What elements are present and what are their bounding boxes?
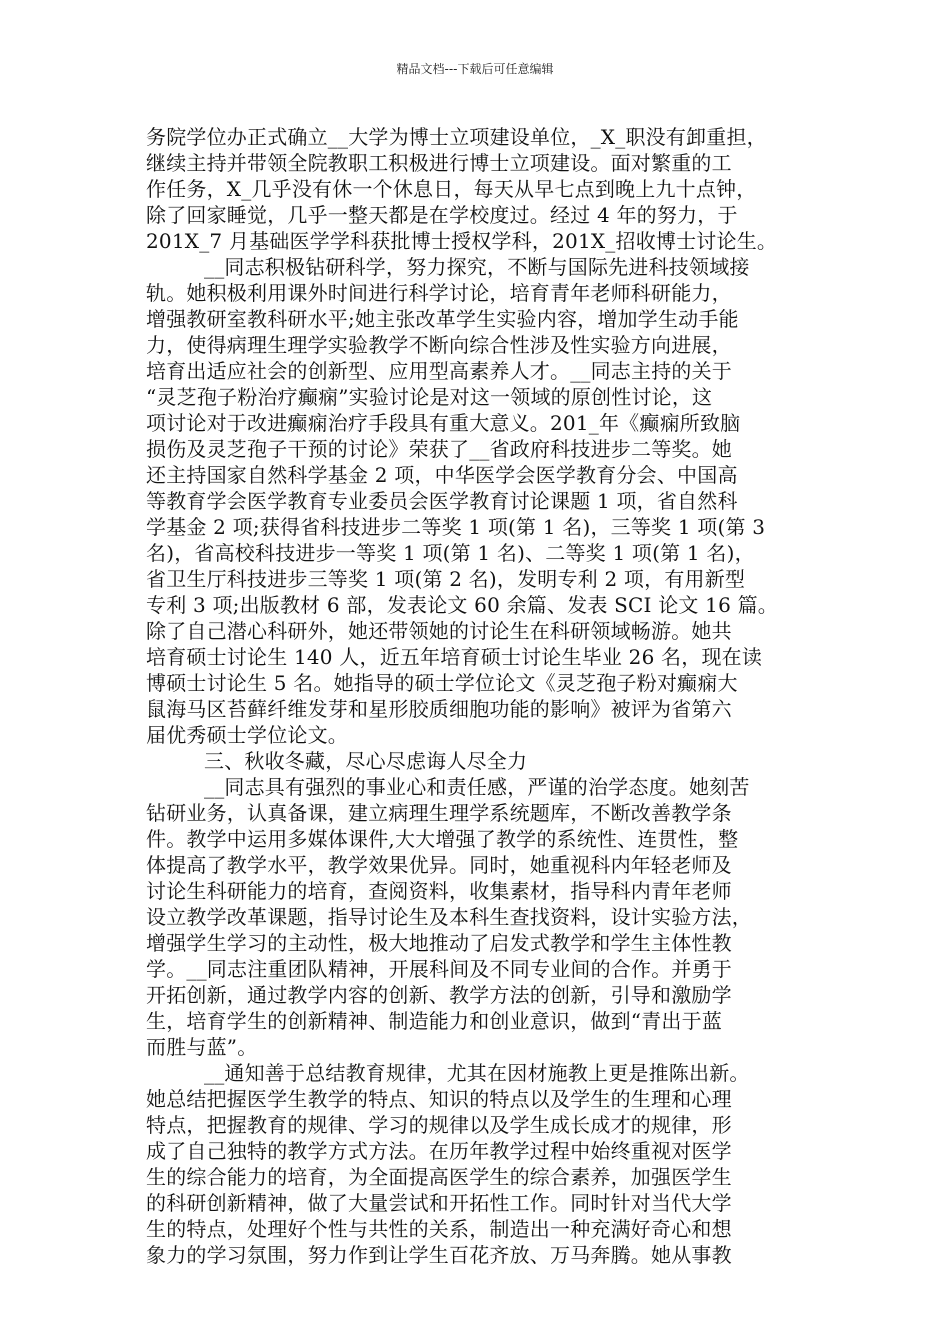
text-line: 增强教研室教科研水平;她主张改革学生实验内容，增加学生动手能 — [146, 307, 739, 331]
page-header: 精品文档---下载后可任意编辑 — [396, 62, 554, 76]
text-line: 鼠海马区苔藓纤维发芽和星形胶质细胞功能的影响》被评为省第六 — [146, 697, 732, 721]
text-line: 除了自己潜心科研外，她还带领她的讨论生在科研领域畅游。她共 — [146, 619, 732, 643]
text-line: 开拓创新，通过教学内容的创新、教学方法的创新，引导和激励学 — [146, 983, 732, 1007]
text-line: 等教育学会医学教育专业委员会医学教育讨论课题 1 项，省自然科 — [146, 489, 738, 513]
text-line: 钻研业务，认真备课，建立病理生理学系统题库，不断改善教学条 — [146, 801, 732, 825]
text-line: 的科研创新精神，做了大量尝试和开拓性工作。同时针对当代大学 — [146, 1191, 732, 1215]
text-line: 省卫生厅科技进步三等奖 1 项(第 2 名)，发明专利 2 项，有用新型 — [146, 567, 746, 591]
text-line: 名)，省高校科技进步一等奖 1 项(第 1 名)、二等奖 1 项(第 1 名)， — [146, 541, 755, 565]
text-line: 学基金 2 项;获得省科技进步二等奖 1 项(第 1 名)，三等奖 1 项(第 3 — [146, 515, 766, 539]
text-line: 三、秋收冬藏，尽心尽虑诲人尽全力 — [204, 749, 528, 773]
text-line: 生的综合能力的培育，为全面提高医学生的综合素养，加强医学生 — [146, 1165, 732, 1189]
text-line: 还主持国家自然科学基金 2 项，中华医学会医学教育分会、中国高 — [146, 463, 738, 487]
text-line: 项讨论对于改进癫痫治疗手段具有重大意义。201_年《癫痫所致脑 — [146, 411, 741, 435]
text-line: 轨。她积极利用课外时间进行科学讨论，培育青年老师科研能力， — [146, 281, 732, 305]
text-line: 力，使得病理生理学实验教学不断向综合性涉及性实验方向进展， — [146, 333, 732, 357]
text-line: 届优秀硕士学位论文。 — [146, 723, 348, 747]
text-line: 而胜与蓝”。 — [146, 1035, 258, 1059]
text-line: 生，培育学生的创新精神、制造能力和创业意识，做到“青出于蓝 — [146, 1009, 723, 1033]
text-line: 继续主持并带领全院教职工积极进行博士立项建设。面对繁重的工 — [146, 151, 732, 175]
text-line: 件。教学中运用多媒体课件,大大增强了教学的系统性、连贯性，整 — [146, 827, 739, 851]
text-line: 成了自己独特的教学方式方法。在历年教学过程中始终重视对医学 — [146, 1139, 732, 1163]
text-line: 设立教学改革课题，指导讨论生及本科生查找资料，设计实验方法， — [146, 905, 752, 929]
text-line: 讨论生科研能力的培育，查阅资料，收集素材，指导科内青年老师 — [146, 879, 732, 903]
text-line: 学。__同志注重团队精神，开展科间及不同专业间的合作。并勇于 — [146, 957, 732, 981]
document-body — [146, 124, 806, 1268]
text-line: 特点，把握教育的规律、学习的规律以及学生成长成才的规律，形 — [146, 1113, 732, 1137]
text-line: __同志具有强烈的事业心和责任感，严谨的治学态度。她刻苦 — [204, 775, 750, 799]
text-line: 务院学位办正式确立__大学为博士立项建设单位，_X_职没有卸重担， — [146, 125, 767, 149]
text-line: 作任务，X_几乎没有休一个休息日，每天从早七点到晚上九十点钟， — [146, 177, 757, 201]
text-line: 象力的学习氛围，努力作到让学生百花齐放、万马奔腾。她从事教 — [146, 1243, 732, 1267]
text-line: 培育出适应社会的创新型、应用型高素养人才。__同志主持的关于 — [146, 359, 732, 383]
text-line: 培育硕士讨论生 140 人，近五年培育硕士讨论生毕业 26 名，现在读 — [146, 645, 763, 669]
text-line: 201X_7 月基础医学学科获批博士授权学科，201X_招收博士讨论生。 — [146, 229, 778, 253]
text-line: 她总结把握医学生教学的特点、知识的特点以及学生的生理和心理 — [146, 1087, 732, 1111]
text-line: __通知善于总结教育规律，尤其在因材施教上更是推陈出新。 — [204, 1061, 750, 1085]
text-line: 专利 3 项;出版教材 6 部，发表论文 60 余篇、发表 SCI 论文 16 篇。 — [146, 593, 778, 617]
text-line: “灵芝孢子粉治疗癫痫”实验讨论是对这一领域的原创性讨论，这 — [146, 385, 713, 409]
text-line: 损伤及灵芝孢子干预的讨论》荣获了__省政府科技进步二等奖。她 — [146, 437, 732, 461]
text-line: 博硕士讨论生 5 名。她指导的硕士学位论文《灵芝孢子粉对癫痫大 — [146, 671, 738, 695]
text-line: 生的特点，处理好个性与共性的关系，制造出一种充满好奇心和想 — [146, 1217, 732, 1241]
text-line: 增强学生学习的主动性，极大地推动了启发式教学和学生主体性教 — [146, 931, 732, 955]
text-line: 除了回家睡觉，几乎一整天都是在学校度过。经过 4 年的努力，于 — [146, 203, 738, 227]
text-line: __同志积极钻研科学，努力探究，不断与国际先进科技领域接 — [204, 255, 750, 279]
text-line: 体提高了教学水平，教学效果优异。同时，她重视科内年轻老师及 — [146, 853, 732, 877]
